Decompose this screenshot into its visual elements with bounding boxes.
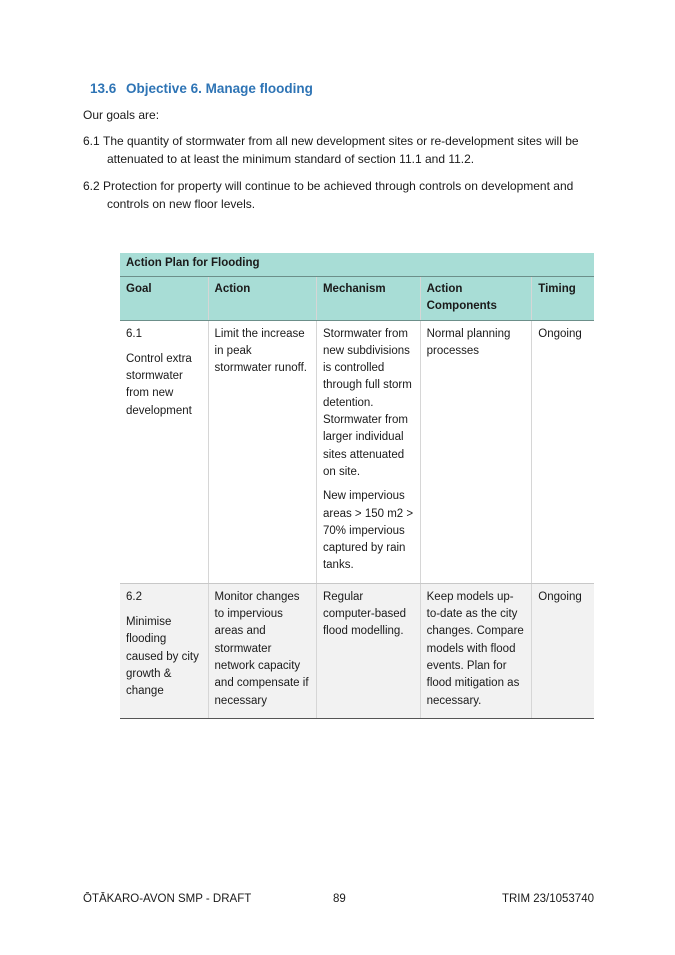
goal-item [83, 178, 593, 213]
goal-id: 6.1 [126, 327, 142, 340]
mechanism-paragraph: Stormwater from new subdivisions is controlled through full storm detention. Stormwater from larger individual sites attenuated on site. [322, 327, 412, 478]
cell-timing: Ongoing [532, 583, 594, 718]
section-heading [90, 81, 313, 96]
header-action: Action [208, 277, 316, 321]
intro-text: Our goals are: [83, 108, 160, 122]
page-number: 89 [333, 893, 346, 905]
table-title: Action Plan for Flooding [120, 253, 594, 277]
section-number: 13.6 [90, 81, 117, 96]
table-title-row [120, 253, 594, 277]
section-title: Objective 6. Manage flooding [126, 81, 313, 96]
goal-number: 6.1 [83, 134, 100, 148]
goal-list [83, 133, 593, 223]
table-header-row [120, 277, 594, 321]
cell-components: Normal planning processes [420, 320, 532, 583]
goal-text-line2: attenuated to at least the minimum standard of section 11.1 and 11.2. [107, 151, 475, 166]
goal-id: 6.2 [126, 590, 142, 603]
cell-action: Monitor changes to impervious areas and stormwater network capacity and compensate if necessary [208, 583, 316, 718]
goal-text [103, 178, 593, 213]
cell-components: Keep models up-to-date as the city changes. Compare models with flood events. Plan for flood mitigation as necessary. [420, 583, 532, 718]
table-row [120, 583, 594, 718]
goal-number: 6.2 [83, 179, 100, 193]
goal-text-line2: controls on new floor levels. [107, 196, 256, 211]
goal-text-line1: The quantity of stormwater from all new development sites or re-development sites will be [103, 134, 579, 148]
mechanism-paragraph: Regular computer-based flood modelling. [322, 590, 407, 638]
footer-document-name: ŌTĀKARO-AVON SMP - DRAFT [83, 893, 252, 905]
cell-goal [120, 583, 208, 718]
cell-goal [120, 320, 208, 583]
goal-description: Minimise flooding caused by city growth & change [126, 616, 199, 698]
header-components: Action Components [420, 277, 532, 321]
footer-trim-reference: TRIM 23/1053740 [501, 893, 594, 905]
cell-action: Limit the increase in peak stormwater runoff. [208, 320, 316, 583]
mechanism-paragraph: New impervious areas > 150 m2 > 70% impervious captured by rain tanks. [322, 490, 414, 572]
cell-mechanism [316, 320, 420, 583]
header-timing: Timing [532, 277, 594, 321]
goal-item [83, 133, 593, 168]
header-goal: Goal [120, 277, 208, 321]
table-row [120, 320, 594, 583]
action-plan-table [120, 253, 594, 719]
page-footer [83, 893, 594, 905]
cell-timing: Ongoing [532, 320, 594, 583]
goal-text-line1: Protection for property will continue to be achieved through controls on development and [103, 179, 574, 193]
cell-mechanism [316, 583, 420, 718]
header-mechanism: Mechanism [316, 277, 420, 321]
goal-text [103, 133, 593, 168]
goal-description: Control extra stormwater from new development [126, 352, 192, 417]
